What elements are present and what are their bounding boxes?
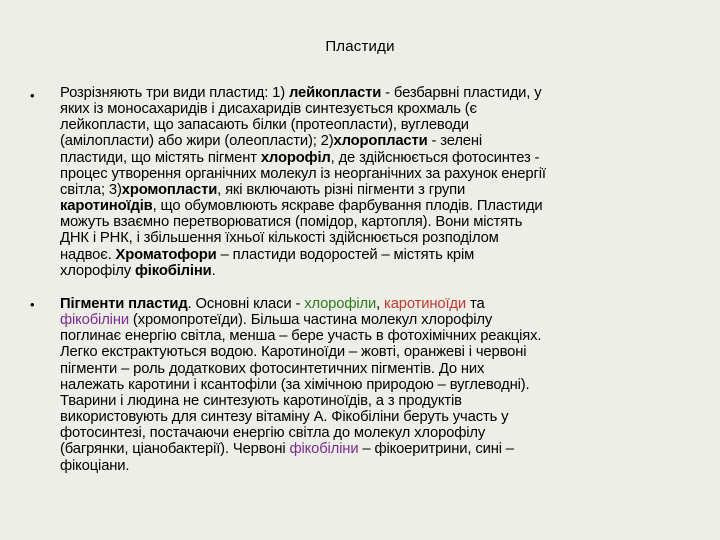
text-line [60,166,702,182]
bold-term: Пігменти пластид [60,296,188,312]
text-run: , [376,296,385,312]
bold-term: Хроматофори [115,246,217,263]
bullet-point: • [30,88,35,103]
text-run: пластиди, що містять пігмент [60,149,261,166]
text-run: використовують для синтезу вітаміну А. Фікобіліни беруть участь у [60,409,509,426]
text-run: (амілопласти) або жири (олеопласти); 2) [60,133,334,150]
text-run: – пластиди водоростей – містять крім [216,246,475,263]
text-run: процес утворення органічних молекул із неорганічних за рахунок енергії [60,165,546,182]
text-run: надвоє. [60,246,116,263]
text-line [60,133,702,149]
text-run: , де здійснюється фотосинтез - [330,149,540,166]
text-line [60,296,702,312]
text-run: (багрянки, ціанобактерії). Червоні [60,441,290,458]
text-line [60,344,702,360]
text-line [60,182,702,198]
slide-title: Пластиди [325,38,395,55]
text-run: Розрізняють три види пластид: 1) [60,85,289,101]
text-run: можуть взаємно перетворюватися (помідор, картопля). Вони містять [60,214,523,231]
colored-term: каротиноїди [384,296,467,312]
text-line [60,441,702,457]
paragraph-plastid-pigments [60,296,702,474]
text-run: поглинає енергію світла, менша – бере участь в фотохімічних реакціях. [60,328,542,345]
bold-term: хлоропласти [333,133,428,150]
text-run: – фікоеритрини, сині – [358,441,514,458]
text-line [60,393,702,409]
text-run: належать каротини і ксантофіли (за хімічною природою – вуглеводні). [60,376,530,393]
bold-term: каротиноїдів [60,198,153,215]
colored-term: хлорофіли [304,296,377,312]
text-line [60,230,702,246]
bold-term: хлорофіл [260,149,331,166]
colored-term: фікобіліни [60,312,129,329]
text-line [60,361,702,377]
text-run: світла; 3) [60,181,122,198]
bold-term: лейкопласти [288,85,382,101]
text-run: . [211,262,216,279]
paragraph-plastid-types [60,85,702,279]
text-line [60,247,702,263]
text-run: фікоціани. [60,457,130,474]
text-run: - безбарвні пластиди, у [381,85,542,101]
text-run: ДНК і РНК, і збільшення їхньої кількості здійснюється розподілом [60,230,499,247]
text-line [60,312,702,328]
text-line [60,458,702,474]
text-run: яких із моносахаридів і дисахаридів синтезується крохмаль (є [60,101,477,118]
text-line [60,214,702,230]
text-run: , які включають різні пігменти з групи [217,181,466,198]
text-line [60,117,702,133]
text-line [60,198,702,214]
text-line [60,150,702,166]
text-run: та [466,296,485,312]
colored-term: фікобіліни [289,441,359,458]
text-run: лейкопласти, що запасають білки (протеопласти), вуглеводи [60,117,469,134]
text-run: пігменти – роль додаткових фотосинтетичних пігментів. До них [60,360,485,377]
text-run: (хромопротеїди). Більша частина молекул хлорофілу [128,312,493,329]
text-run: . Основні класи - [187,296,305,312]
text-line [60,377,702,393]
text-run: Легко екстрактуються водою. Каротиноїди – жовті, оранжеві і червоні [60,344,527,361]
text-line [60,101,702,117]
text-line [60,85,702,101]
text-line [60,409,702,425]
text-run: Тварини і людина не синтезують каротиноїдів, а з продуктів [60,392,462,409]
bold-term: хромопласти [121,181,218,198]
text-run: хлорофілу [60,262,135,279]
text-run: , що обумовлюють яскраве фарбування плодів. Пластиди [152,198,543,215]
text-run: - зелені [427,133,483,150]
text-run: фотосинтезі, постачаючи енергію світла до молекул хлорофілу [60,425,486,442]
text-line [60,328,702,344]
text-line [60,425,702,441]
bullet-point: • [30,297,35,312]
bold-term: фікобіліни [135,262,212,279]
text-line [60,263,702,279]
